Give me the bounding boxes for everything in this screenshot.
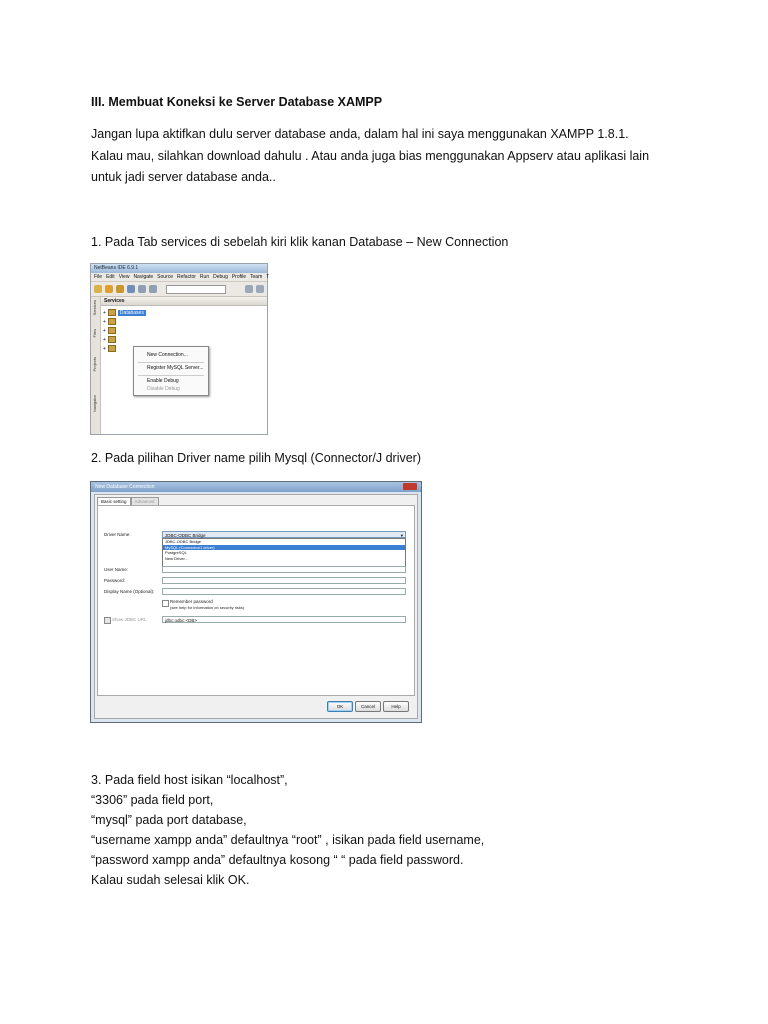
password-input[interactable] (162, 577, 406, 584)
driver-name-value: JDBC-ODBC Bridge (165, 533, 206, 538)
intro-line-3: untuk jadi server database anda.. (91, 170, 276, 184)
menu-profile[interactable]: Profile (231, 274, 247, 280)
undo-icon[interactable] (138, 285, 146, 293)
step-3-line-4: “username xampp anda” defaultnya “root” , isikan pada field username, (91, 833, 485, 847)
menu-view[interactable]: View (118, 274, 130, 280)
menu-team[interactable]: Team (250, 274, 263, 280)
dialog-titlebar: New Database Connection (91, 482, 421, 492)
side-tab-navigator[interactable]: Navigator (92, 395, 97, 413)
context-menu (133, 346, 209, 396)
redo-icon[interactable] (149, 285, 157, 293)
clean-build-icon[interactable] (256, 285, 264, 293)
show-jdbc-url-label: Show JDBC URL (112, 617, 147, 622)
intro-line-1: Jangan lupa aktifkan dulu server database anda, dalam hal ini saya menggunakan XAMPP 1.8.1. (91, 127, 629, 141)
menu-file[interactable]: File (94, 274, 103, 280)
jdbc-url-value: jdbc:odbc:<DB> (165, 618, 198, 623)
expand-icon[interactable]: + (103, 345, 106, 352)
user-name-label: User Name: (104, 567, 129, 572)
driver-dropdown-list (162, 538, 406, 568)
show-jdbc-url-checkbox[interactable] (104, 617, 111, 624)
display-name-label: Display Name (Optional): (104, 589, 155, 594)
step-3-line-5: “password xampp anda” defaultnya kosong “ “ pada field password. (91, 853, 464, 867)
step-3-line-2: “3306” pada field port, (91, 793, 214, 807)
new-connection-dialog (90, 481, 422, 723)
menu-item-disable-debug: Disable Debug (147, 386, 180, 392)
remember-password-note: (see help for information on security risks) (170, 605, 245, 610)
side-tab-files[interactable]: Files (92, 329, 97, 338)
driver-name-select[interactable] (162, 531, 406, 538)
tab-basic-setting[interactable]: Basic setting (97, 497, 131, 505)
new-project-icon[interactable] (105, 285, 113, 293)
menu-item-new-connection[interactable]: New Connection... (147, 352, 188, 358)
dialog-tabs (97, 497, 159, 505)
driver-option-postgresql[interactable]: PostgreSQL (165, 550, 187, 555)
display-name-input[interactable] (162, 588, 406, 595)
folder-icon (108, 336, 116, 343)
build-icon[interactable] (245, 285, 253, 293)
jdbc-url-input[interactable] (162, 616, 406, 623)
driver-option-mysql[interactable]: MySQL (Connector/J driver) (163, 545, 405, 551)
menu-tools[interactable]: T (266, 274, 270, 280)
step-3-line-1: 3. Pada field host isikan “localhost”, (91, 773, 288, 787)
expand-icon[interactable]: + (103, 318, 106, 325)
step-3-line-3: “mysql” pada port database, (91, 813, 247, 827)
netbeans-toolbar (91, 282, 267, 297)
folder-icon (108, 345, 116, 352)
tab-advanced[interactable]: Advanced (131, 497, 159, 505)
services-panel-title: Services (101, 297, 267, 306)
user-name-input[interactable] (162, 566, 406, 573)
expand-icon[interactable]: + (103, 327, 106, 334)
close-icon[interactable] (403, 483, 417, 490)
driver-option-jdbc-odbc[interactable]: JDBC-ODBC Bridge (165, 539, 202, 544)
expand-icon[interactable]: + (103, 336, 106, 343)
driver-option-new-driver[interactable]: New Driver... (165, 555, 188, 561)
driver-name-label: Driver Name: (104, 532, 131, 537)
menu-edit[interactable]: Edit (106, 274, 115, 280)
netbeans-screenshot (90, 263, 268, 435)
menu-separator (138, 375, 204, 376)
configuration-combo[interactable] (166, 285, 226, 294)
database-icon (108, 309, 116, 316)
help-button[interactable]: Help (383, 701, 409, 712)
chevron-down-icon[interactable]: ▾ (400, 533, 403, 538)
tree-node-label: Databases (119, 309, 144, 316)
dialog-body (94, 494, 418, 719)
side-tab-services[interactable]: Services (92, 300, 97, 316)
ok-button[interactable]: OK (327, 701, 353, 712)
menu-debug[interactable]: Debug (213, 274, 228, 280)
menu-refactor[interactable]: Refactor (177, 274, 196, 280)
intro-line-2: Kalau mau, silahkan download dahulu . Atau anda juga bias menggunakan Appserv atau aplikasi lain (91, 149, 650, 163)
password-label: Password: (104, 578, 126, 583)
menu-source[interactable]: Source (157, 274, 174, 280)
menu-navigate[interactable]: Navigate (133, 274, 154, 280)
tree-node[interactable] (103, 317, 146, 326)
step-2-text: 2. Pada pilihan Driver name pilih Mysql (Connector/J driver) (91, 451, 421, 465)
menu-item-enable-debug[interactable]: Enable Debug (147, 378, 179, 384)
tree-node[interactable] (103, 335, 146, 344)
netbeans-titlebar: NetBeans IDE 6.9.1 (91, 264, 267, 273)
save-all-icon[interactable] (127, 285, 135, 293)
menu-run[interactable]: Run (199, 274, 210, 280)
tree-node-databases[interactable] (103, 308, 146, 317)
new-file-icon[interactable] (94, 285, 102, 293)
menu-separator (138, 362, 204, 363)
remember-password-label: Remember password (170, 599, 213, 604)
section-heading: III. Membuat Koneksi ke Server Database XAMPP (91, 95, 383, 109)
side-tab-projects[interactable]: Projects (92, 357, 97, 372)
side-tab-strip (91, 297, 101, 434)
cancel-button[interactable]: Cancel (355, 701, 381, 712)
step-3-line-6: Kalau sudah selesai klik OK. (91, 873, 250, 887)
step-1-text: 1. Pada Tab services di sebelah kiri klik kanan Database – New Connection (91, 235, 509, 249)
expand-icon[interactable]: + (103, 309, 106, 316)
basic-setting-panel (97, 505, 415, 696)
remember-password-checkbox[interactable] (162, 600, 169, 607)
open-project-icon[interactable] (116, 285, 124, 293)
folder-icon (108, 327, 116, 334)
services-panel (101, 297, 267, 434)
menu-item-register-mysql[interactable]: Register MySQL Server... (147, 365, 204, 371)
tree-node[interactable] (103, 326, 146, 335)
netbeans-menubar (91, 273, 270, 282)
folder-icon (108, 318, 116, 325)
